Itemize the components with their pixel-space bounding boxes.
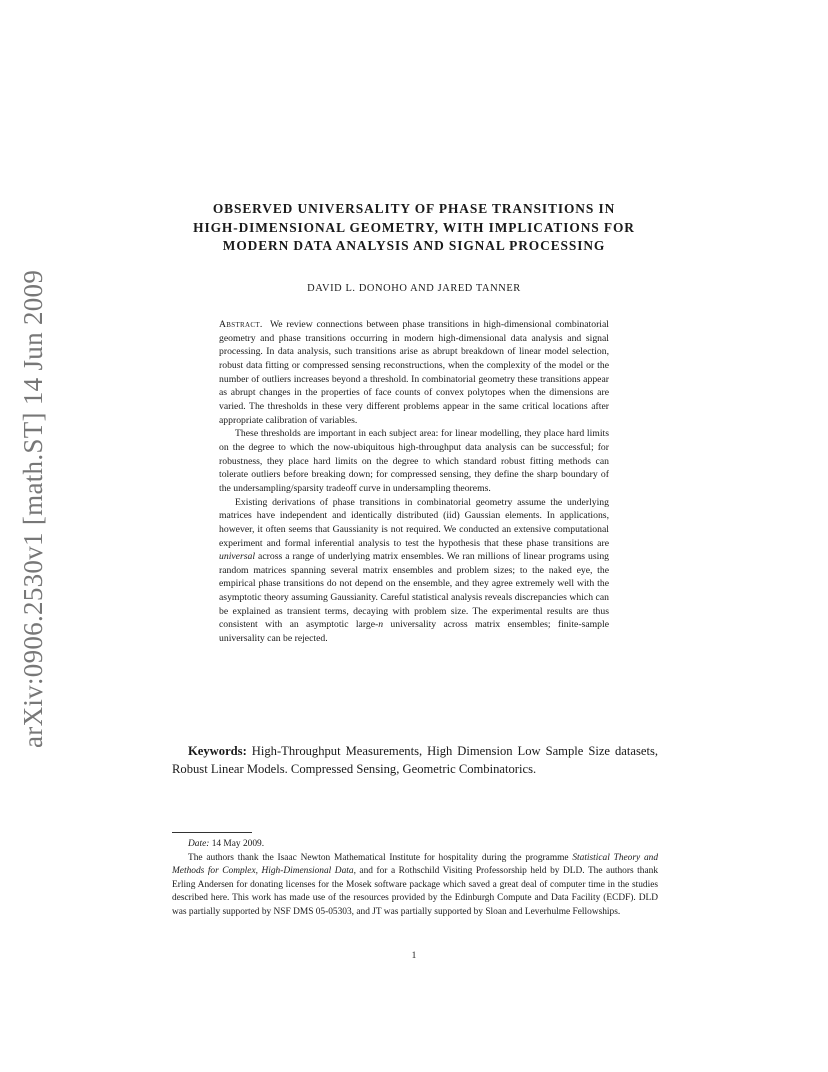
program-name: Statistical Theory and Methods for Complex, High-Dimensional Data (172, 852, 659, 876)
abstract-paragraph: These thresholds are important in each subject area: for linear modelling, they place hard limits on the degree to which the now-ubiquitous high-throughput data analysis can be successful; for robustness, they place hard limits on the degree to which standard robust fitting methods can tolerate outliers before breaking down; for compressed sensing, they define the sharp boundary of the undersampling/sparsity tradeoff curve in undersampling theorems. (219, 428, 609, 494)
title-line: MODERN DATA ANALYSIS AND SIGNAL PROCESSING (222, 238, 606, 253)
keywords-label: Keywords: (188, 744, 247, 758)
abstract-text: universality across matrix ensembles; finite-sample universality can be rejected. (219, 619, 610, 645)
math-variable: n (378, 619, 384, 631)
footnote-date (172, 838, 658, 852)
paper-title (160, 200, 668, 256)
emphasis: universal (219, 551, 256, 563)
abstract-text: across a range of underlying matrix ensembles. We ran millions of linear programs using random matrices spanning several matrix ensembles and problem sizes; to the naked eye, the empirical phase transitions do not depend on the ensemble, and they agree extremely well with the asymptotic theory assuming Gaussianity. Careful statistical analysis reveals discrepancies which can be explained as transient terms, decaying with problem size. The experimental results are thus consistent with an asymptotic large- (219, 551, 610, 631)
date-label: Date: (188, 839, 210, 849)
footnote-rule (172, 832, 252, 833)
abstract (219, 318, 609, 646)
authors: DAVID L. DONOHO AND JARED TANNER (307, 283, 521, 294)
title-line: HIGH-DIMENSIONAL GEOMETRY, WITH IMPLICATIONS FOR (193, 219, 635, 235)
title-line: OBSERVED UNIVERSALITY OF PHASE TRANSITIONS IN (212, 201, 616, 216)
date-value: 14 May 2009. (211, 839, 265, 849)
page-number: 1 (411, 951, 417, 961)
abstract-text: Existing derivations of phase transitions in combinatorial geometry assume the underlying matrices have independent and identically distributed (iid) Gaussian elements. In applications, however, it often seems that Gaussianity is not required. We conducted an extensive computational experiment and formal inferential analysis to test the hypothesis that these phase transitions are (219, 496, 609, 549)
abstract-text: We review connections between phase transitions in high-dimensional combinatorial geometry and phase transitions occurring in modern high-dimensional data analysis and signal processing. In data analysis, such transitions arise as abrupt breakdown of linear model selection, robust data fitting or compressed sensing reconstructions, when the complexity of the model or the number of outliers increases beyond a threshold. In combinatorial geometry these transitions appear as abrupt changes in the properties of face counts of convex polytopes when the dimensions are varied. The thresholds in these very different problems appear in the same critical locations after appropriate calibration of variables. (219, 319, 609, 426)
abstract-label: Abstract. (219, 319, 263, 330)
ack-text: , and for a Rothschild Visiting Professorship held by DLD. The authors thank Erling Andersen for donating licenses for the Mosek software package which saved a great deal of computer time in the studies described here. This work has made use of the resources provided by the Edinburgh Compute and Data Facility (ECDF). DLD was partially supported by NSF DMS 05-05303, and JT was partially supported by Sloan and Leverhulme Fellowships. (172, 866, 659, 917)
footnote-acknowledgements (172, 852, 658, 920)
abstract-paragraph (219, 318, 609, 427)
footnote (172, 838, 658, 919)
keywords (172, 743, 658, 778)
ack-text: The authors thank the Isaac Newton Mathematical Institute for hospitality during the programme (188, 852, 569, 863)
keywords-text: High-Throughput Measurements, High Dimension Low Sample Size datasets, Robust Linear Models. Compressed Sensing, Geometric Combinatorics. (172, 744, 658, 776)
abstract-paragraph (219, 496, 609, 646)
arxiv-stamp: arXiv:0906.2530v1 [math.ST] 14 Jun 2009 (18, 269, 48, 748)
